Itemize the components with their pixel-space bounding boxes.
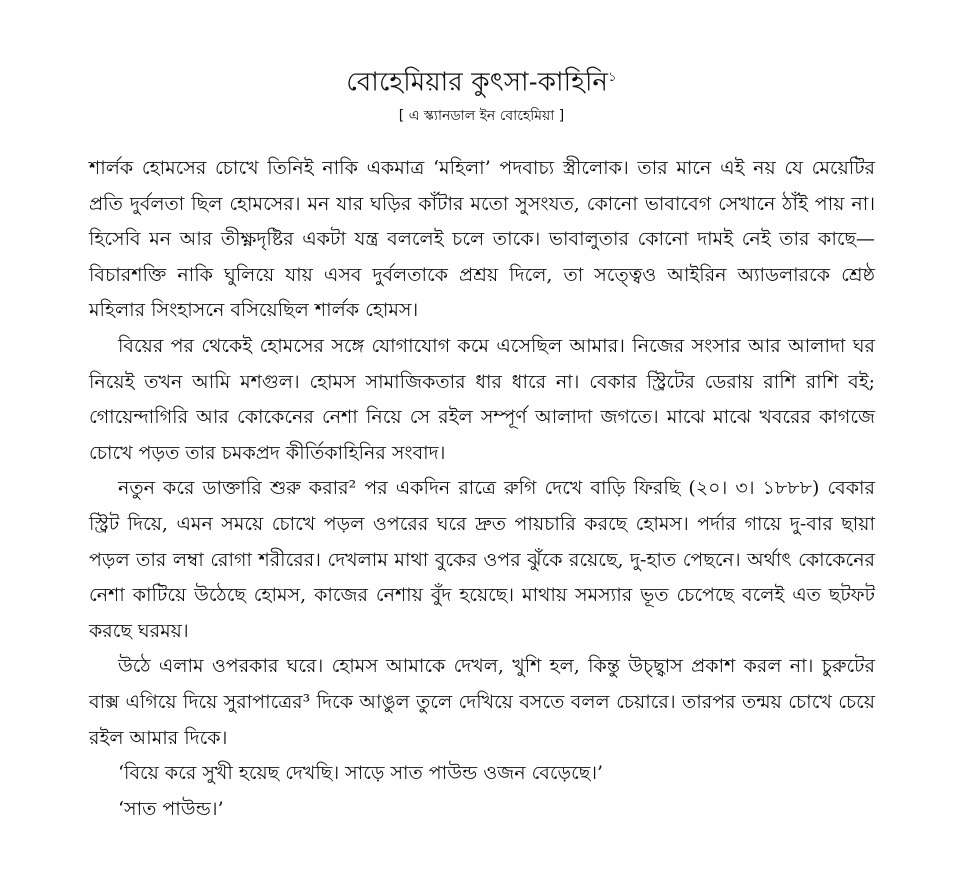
chapter-title-text: বোহেমিয়ার কুৎসা-কাহিনি (346, 67, 609, 98)
chapter-subtitle: [ এ স্ক্যানডাল ইন বোহেমিয়া ] (398, 108, 565, 124)
chapter-title-footnote-mark: ১ (608, 70, 617, 85)
dialogue-line-1: ‘বিয়ে করে সুখী হয়েছ দেখছি। সাড়ে সাত পাউন্ড ওজন বেড়েছে।’ (118, 762, 604, 785)
dialogue-line-2: ‘সাত পাউন্ড।’ (118, 797, 224, 820)
chapter-title (0, 58, 963, 103)
paragraph-2: বিয়ের পর থেকেই হোমসের সঙ্গে যোগাযোগ কমে এসেছিল আমার। নিজের সংসার আর আলাদা ঘর নিয়েই তখন আমি মশগুল। হোমস সামাজিকতার ধার ধারে না। বেকার স্ট্রিটের ডেরায় রাশি রাশি বই; গোয়েন্দাগিরি আর কোকেনের নেশা নিয়ে সে রইল সম্পূর্ণ আলাদা জগতে। মাঝে মাঝে খবরের কাগজে চোখে পড়ত তার চমকপ্রদ কীর্তিকাহিনির সংবাদ। (89, 334, 875, 464)
body-text (89, 151, 875, 827)
paragraph-3: নতুন করে ডাক্তারি শুরু করার² পর একদিন রাত্রে রুগি দেখে বাড়ি ফিরছি (২০। ৩। ১৮৮৮) বেকার স্ট্রিট দিয়ে, এমন সময়ে চোখে পড়ল ওপরের ঘরে দ্রুত পায়চারি করছে হোমস। পর্দার গায়ে দু-বার ছায়া পড়ল তার লম্বা রোগা শরীরের। দেখলাম মাথা বুকের ওপর ঝুঁকে রয়েছে, দু-হাত পেছনে। অর্থাৎ কোকেনের নেশা কাটিয়ে উঠেছে হোমস, কাজের নেশায় বুঁদ হয়েছে। মাথায় সমস্যার ভূত চেপেছে বলেই এত ছটফট করছে ঘরময়। (89, 477, 875, 642)
paragraph-1: শার্লক হোমসের চোখে তিনিই নাকি একমাত্র ‘মহিলা’ পদবাচ্য স্ত্রীলোক। তার মানে এই নয় যে মেয়েটির প্রতি দুর্বলতা ছিল হোমসের। মন যার ঘড়ির কাঁটার মতো সুসংযত, কোনো ভাবাবেগ সেখানে ঠাঁই পায় না। হিসেবি মন আর তীক্ষ্ণদৃষ্টির একটা যন্ত্র বললেই চলে তাকে। ভাবালুতার কোনো দামই নেই তার কাছে— বিচারশক্তি নাকি ঘুলিয়ে যায় এসব দুর্বলতাকে প্রশ্রয় দিলে, তা সত্ত্বেও আইরিন অ্যাডলারকে শ্রেষ্ঠ মহিলার সিংহাসনে বসিয়েছিল শার্লক হোমস। (89, 157, 875, 322)
paragraph-4: উঠে এলাম ওপরকার ঘরে। হোমস আমাকে দেখল, খুশি হল, কিন্তু উচ্ছ্বাস প্রকাশ করল না। চুরুটের বাক্স এগিয়ে দিয়ে সুরাপাত্রের³ দিকে আঙুল তুলে দেখিয়ে বসতে বলল চেয়ারে। তারপর তন্ময় চোখে চেয়ে রইল আমার দিকে। (89, 655, 875, 749)
